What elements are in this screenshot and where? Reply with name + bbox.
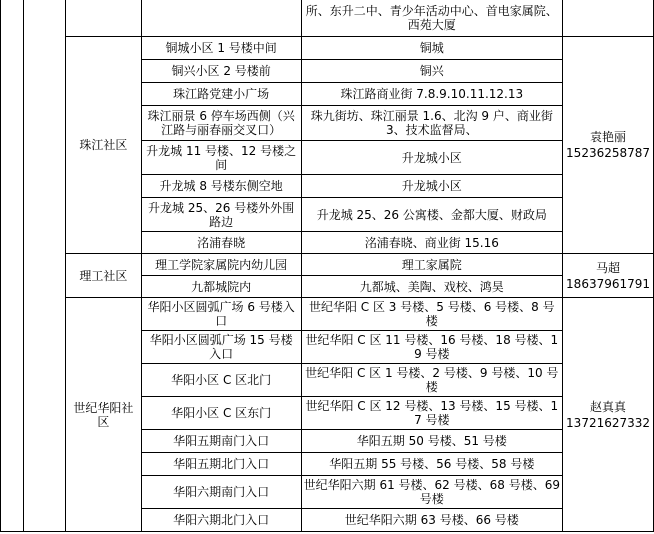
location-cell: 铜城小区 1 号楼中间 bbox=[141, 37, 301, 60]
scope-cell: 升龙城 25、26 公寓楼、金都大厦、财政局 bbox=[301, 198, 563, 232]
location-cell: 升龙城 11 号楼、12 号楼之间 bbox=[141, 141, 301, 175]
contact-cell bbox=[563, 0, 654, 37]
location-cell: 华阳五期北门入口 bbox=[141, 453, 301, 476]
location-cell: 华阳六期北门入口 bbox=[141, 509, 301, 532]
district-column bbox=[23, 0, 65, 532]
location-cell: 铜兴小区 2 号楼前 bbox=[141, 60, 301, 83]
location-cell: 升龙城 25、26 号楼外外围路边 bbox=[141, 198, 301, 232]
scope-cell: 世纪华阳 C 区 11 号楼、16 号楼、18 号楼、19 号楼 bbox=[301, 331, 563, 364]
contact-name: 马超 bbox=[596, 260, 621, 275]
scope-cell: 升龙城小区 bbox=[301, 141, 563, 175]
location-cell: 华阳六期南门入口 bbox=[141, 476, 301, 509]
location-cell bbox=[141, 0, 301, 37]
scope-cell: 所、东升二中、青少年活动中心、首电家属院、西苑大厦 bbox=[301, 0, 563, 37]
community-cell: 理工社区 bbox=[65, 254, 141, 298]
table-row bbox=[1, 254, 654, 276]
scope-cell: 洺浦春晓、商业街 15.16 bbox=[301, 232, 563, 254]
location-cell: 华阳小区圆弧广场 15 号楼入口 bbox=[141, 331, 301, 364]
scope-cell: 华阳五期 50 号楼、51 号楼 bbox=[301, 430, 563, 453]
community-cell: 珠江社区 bbox=[65, 37, 141, 254]
table-row bbox=[1, 298, 654, 331]
scope-cell: 华阳五期 55 号楼、56 号楼、58 号楼 bbox=[301, 453, 563, 476]
community-cell bbox=[65, 0, 141, 37]
scope-cell: 珠江路商业街 7.8.9.10.11.12.13 bbox=[301, 83, 563, 106]
location-cell: 珠江路党建小广场 bbox=[141, 83, 301, 106]
location-cell: 升龙城 8 号楼东侧空地 bbox=[141, 175, 301, 198]
contact-phone: 15236258787 bbox=[566, 146, 651, 160]
scope-cell: 铜城 bbox=[301, 37, 563, 60]
contact-phone: 13721627332 bbox=[566, 415, 651, 430]
contact-cell bbox=[563, 37, 654, 254]
location-cell: 华阳小区 C 区北门 bbox=[141, 364, 301, 397]
contact-cell bbox=[563, 298, 654, 532]
community-cell: 世纪华阳社区 bbox=[65, 298, 141, 532]
location-cell: 珠江丽景 6 停车场西侧（兴江路与丽春丽交叉口） bbox=[141, 106, 301, 141]
scope-cell: 世纪华阳六期 63 号楼、66 号楼 bbox=[301, 509, 563, 532]
table-row bbox=[1, 0, 654, 37]
location-cell: 华阳小区 C 区东门 bbox=[141, 397, 301, 430]
contact-cell bbox=[563, 254, 654, 298]
location-cell: 九都城院内 bbox=[141, 276, 301, 298]
contact-name: 赵真真 bbox=[590, 399, 627, 414]
scope-cell: 升龙城小区 bbox=[301, 175, 563, 198]
scope-cell: 九都城、美陶、戏校、鸿昊 bbox=[301, 276, 563, 298]
scope-cell: 世纪华阳 C 区 3 号楼、5 号楼、6 号楼、8 号楼 bbox=[301, 298, 563, 331]
scope-cell: 珠九街坊、珠江丽景 1.6、北沟 9 户、商业街 3、技术监督局、 bbox=[301, 106, 563, 141]
contact-phone: 18637961791 bbox=[566, 276, 651, 291]
location-cell: 理工学院家属院内幼儿园 bbox=[141, 254, 301, 276]
contact-name: 袁艳丽 bbox=[590, 130, 627, 144]
scope-cell: 理工家属院 bbox=[301, 254, 563, 276]
location-cell: 洺浦春晓 bbox=[141, 232, 301, 254]
location-cell: 华阳五期南门入口 bbox=[141, 430, 301, 453]
scope-cell: 世纪华阳 C 区 1 号楼、2 号楼、9 号楼、10 号楼 bbox=[301, 364, 563, 397]
scope-cell: 世纪华阳 C 区 12 号楼、13 号楼、15 号楼、17 号楼 bbox=[301, 397, 563, 430]
scope-cell: 铜兴 bbox=[301, 60, 563, 83]
index-column bbox=[1, 0, 24, 532]
scope-cell: 世纪华阳六期 61 号楼、62 号楼、68 号楼、69 号楼 bbox=[301, 476, 563, 509]
location-cell: 华阳小区圆弧广场 6 号楼入口 bbox=[141, 298, 301, 331]
table-row bbox=[1, 37, 654, 60]
